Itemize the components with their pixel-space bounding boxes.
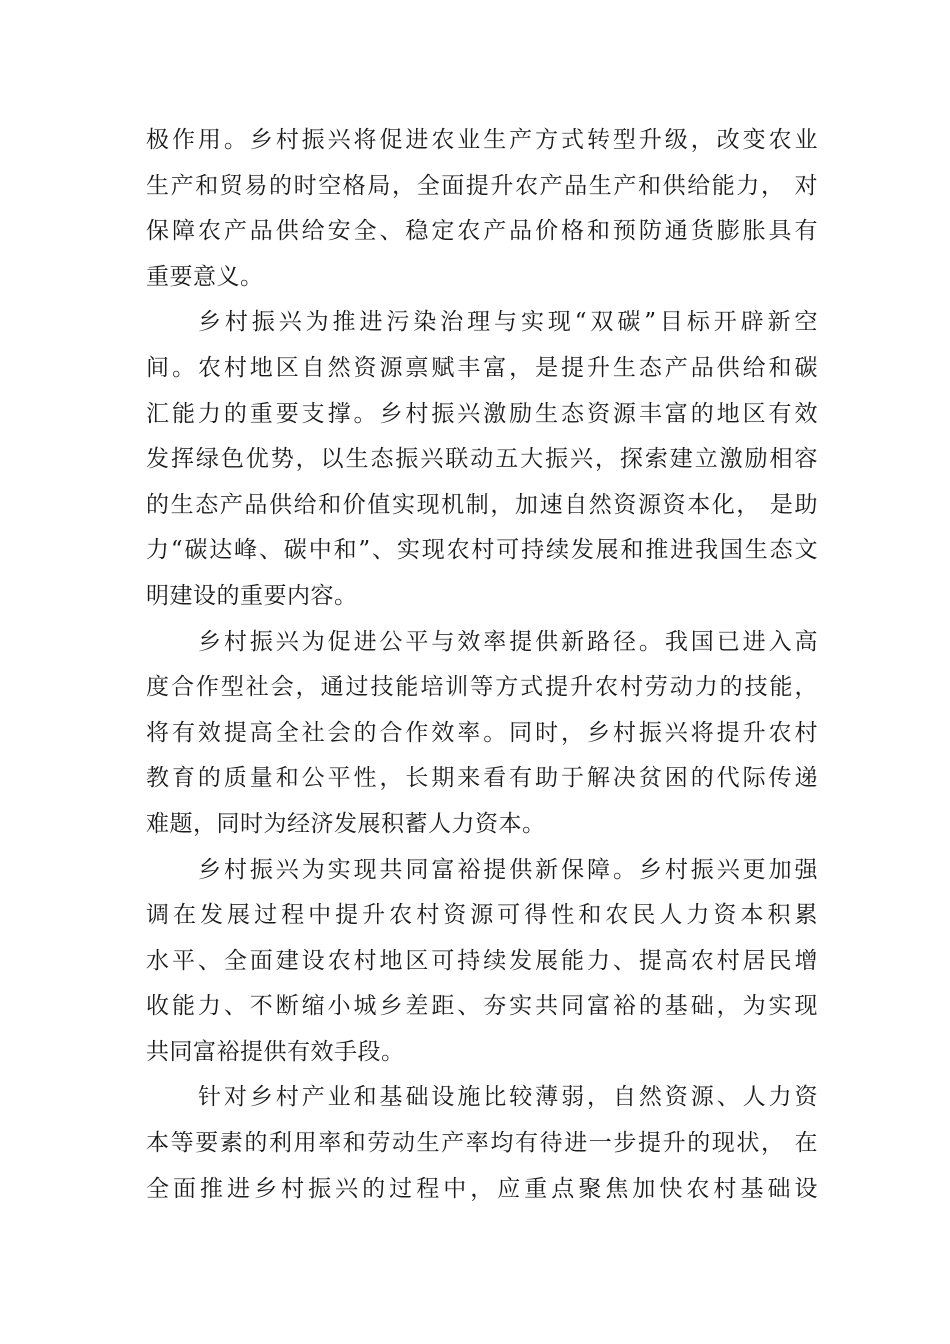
text-line: 的生态产品供给和价值实现机制，加速自然资源资本化， 是助 [146, 491, 818, 518]
text-line: 共同富裕提供有效手段。 [146, 1038, 405, 1065]
text-line: 发挥绿色优势，以生态振兴联动五大振兴，探索建立激励相容 [146, 446, 818, 473]
text-line: 教育的质量和公平性，长期来看有助于解决贫困的代际传递 [146, 765, 818, 792]
paragraph-5 [146, 1075, 818, 1212]
text-line: 度合作型社会，通过技能培训等方式提升农村劳动力的技能， [146, 674, 818, 701]
text-line: 力“碳达峰、碳中和”、实现农村可持续发展和推进我国生态文 [146, 537, 818, 564]
text-line: 保障农产品供给安全、稳定农产品价格和预防通货膨胀具有 [146, 218, 818, 245]
text-line: 间。农村地区自然资源禀赋丰富，是提升生态产品供给和碳 [146, 354, 818, 381]
text-line: 生产和贸易的时空格局，全面提升农产品生产和供给能力， 对 [146, 172, 818, 199]
text-line: 难题，同时为经济发展积蓄人力资本。 [146, 810, 546, 837]
text-line: 收能力、不断缩小城乡差距、夯实共同富裕的基础，为实现 [146, 993, 818, 1020]
body-text [146, 118, 818, 1212]
text-line: 本等要素的利用率和劳动生产率均有待进一步提升的现状， 在 [146, 1130, 818, 1157]
paragraph-3 [146, 620, 818, 848]
text-line: 全面推进乡村振兴的过程中，应重点聚焦加快农村基础设 [146, 1175, 818, 1202]
text-line: 乡村振兴为促进公平与效率提供新路径。我国已进入高 [198, 628, 818, 655]
text-line: 明建设的重要内容。 [146, 582, 358, 609]
text-line: 将有效提高全社会的合作效率。同时，乡村振兴将提升农村 [146, 719, 818, 746]
text-line: 调在发展过程中提升农村资源可得性和农民人力资本积累 [146, 902, 818, 929]
text-line: 乡村振兴为实现共同富裕提供新保障。乡村振兴更加强 [198, 856, 818, 883]
text-line: 乡村振兴为推进污染治理与实现“双碳”目标开辟新空 [198, 309, 818, 336]
text-line: 重要意义。 [146, 263, 264, 290]
text-line: 水平、全面建设农村地区可持续发展能力、提高农村居民增 [146, 947, 818, 974]
text-line: 汇能力的重要支撑。乡村振兴激励生态资源丰富的地区有效 [146, 400, 818, 427]
paragraph-4 [146, 848, 818, 1076]
paragraph-1 [146, 118, 818, 300]
text-line: 针对乡村产业和基础设施比较薄弱，自然资源、人力资 [198, 1084, 818, 1111]
paragraph-2 [146, 300, 818, 619]
text-line: 极作用。乡村振兴将促进农业生产方式转型升级，改变农业 [146, 127, 818, 153]
